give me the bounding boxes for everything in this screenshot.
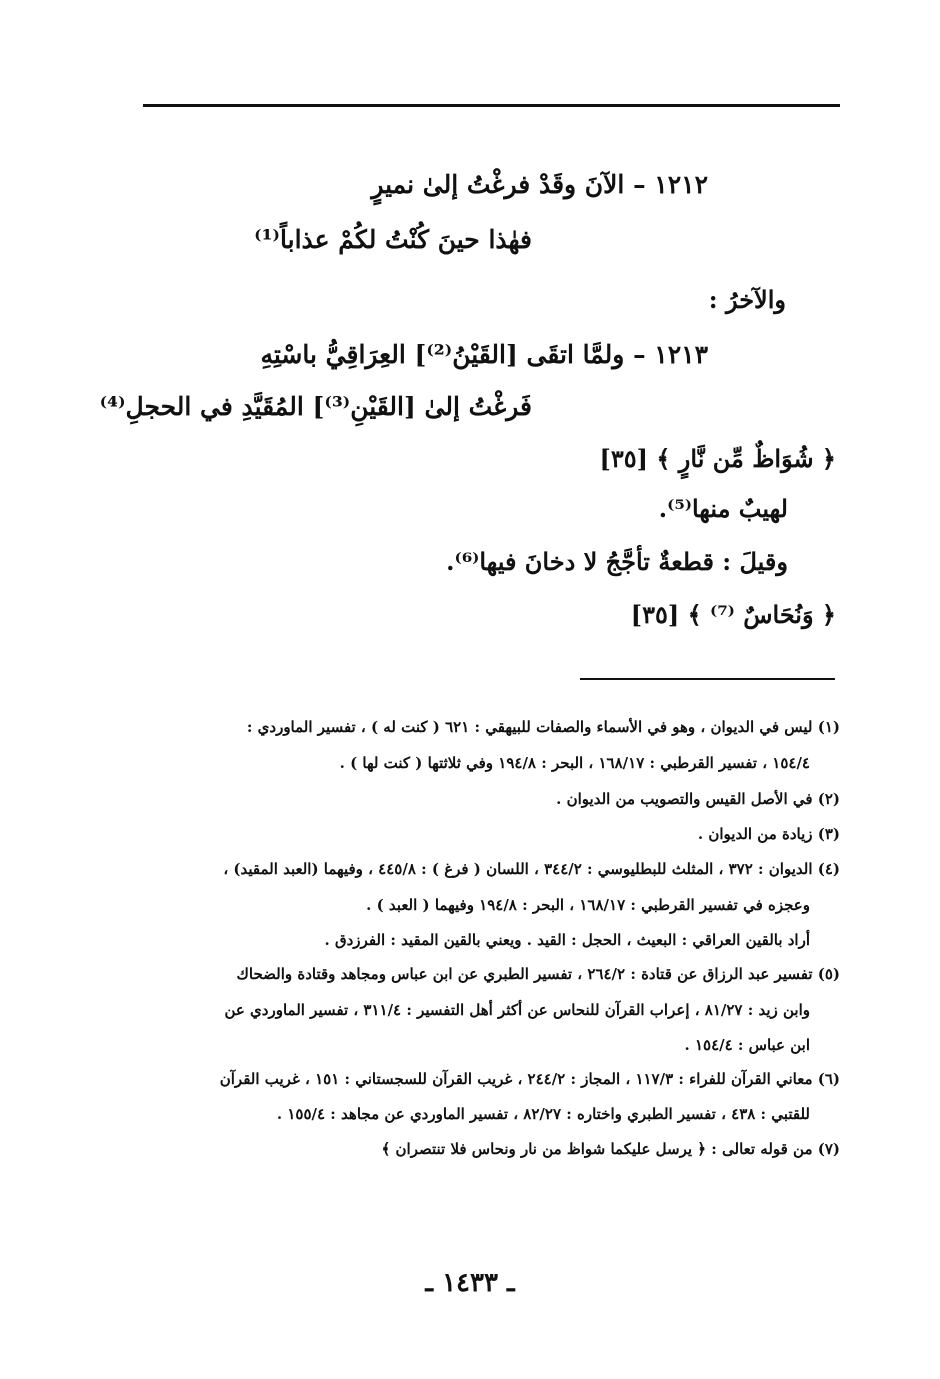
header-rule bbox=[143, 104, 840, 107]
verse-1213-second-hemistich: فَرغْتُ إلىٰ [القَيْنِ⁽³⁾] المُقَيَّدِ في الحجلِ⁽⁴⁾ bbox=[99, 392, 532, 421]
commentary-alternative: وقيلَ : قطعةٌ تأجَّجُ لا دخانَ فيها⁽⁶⁾. bbox=[446, 547, 788, 576]
intro-label: والآخرُ : bbox=[708, 285, 786, 314]
commentary-definition: لهيبٌ منها⁽⁵⁾. bbox=[658, 494, 788, 523]
footnote-2: (٢) في الأصل القيس والتصويب من الديوان . bbox=[556, 790, 840, 808]
footnote-4-line-3: أراد بالقين العراقي : البعيث ، الحجل : القيد . ويعني بالقين المقيد : الفرزدق . bbox=[324, 931, 810, 949]
footnote-5-line-3: ابن عباس : ١٥٤/٤ . bbox=[684, 1036, 810, 1054]
footnote-separator bbox=[580, 678, 835, 680]
verse-1212-first-hemistich: ١٢١٢ – الآنَ وقَدْ فرغْتُ إلىٰ نميرٍ bbox=[371, 170, 708, 199]
page-number: ـ ١٤٣٣ ـ bbox=[425, 1268, 515, 1298]
footnote-5-line-2: وابن زيد : ٨١/٢٧ ، إعراب القرآن للنحاس عن أكثر أهل التفسير : ٣١١/٤ ، تفسير الماوردي عن bbox=[224, 1001, 810, 1019]
verse-1212-second-hemistich: فهٰذا حينَ كُنْتُ لكُمْ عذاباً⁽¹⁾ bbox=[254, 225, 532, 254]
footnote-5-line-1: (٥) تفسير عبد الرزاق عن قتادة : ٢٦٤/٢ ، تفسير الطبري عن ابن عباس ومجاهد وقتادة والضحاك bbox=[236, 965, 840, 983]
quran-term-nuhas: ﴿ وَنُحَاسٌ ⁽⁷⁾ ﴾ [٣٥] bbox=[630, 600, 836, 629]
footnote-1-line-2: ١٥٤/٤ ، تفسير القرطبي : ١٦٨/١٧ ، البحر : ١٩٤/٨ وفي ثلاثتها ( كنت لها ) . bbox=[339, 754, 810, 772]
footnote-6-line-1: (٦) معاني القرآن للفراء : ١١٧/٣ ، المجاز : ٢٤٤/٢ ، غريب القرآن للسجستاني : ١٥١ ، غريب القرآن bbox=[219, 1070, 840, 1088]
footnote-3: (٣) زيادة من الديوان . bbox=[697, 825, 840, 843]
footnote-4-line-2: وعجزه في تفسير القرطبي : ١٦٨/١٧ ، البحر : ١٩٤/٨ وفيهما ( العبد ) . bbox=[366, 896, 810, 914]
footnote-1-line-1: (١) ليس في الديوان ، وهو في الأسماء والصفات للبيهقي : ٦٢١ ( كنت له ) ، تفسير الماوردي : bbox=[246, 718, 840, 736]
verse-1213-first-hemistich: ١٢١٣ – ولمَّا اتقَى [القَيْنُ⁽²⁾] العِرَاقِيُّ باسْتِهِ bbox=[260, 340, 708, 369]
footnote-6-line-2: للقتبي : ٤٣٨ ، تفسير الطبري واختاره : ٨٢/٢٧ ، تفسير الماوردي عن مجاهد : ١٥٥/٤ . bbox=[276, 1105, 810, 1123]
footnote-4-line-1: (٤) الديوان : ٣٧٢ ، المثلث للبطليوسي : ٣٤٤/٢ ، اللسان ( فرغ ) : ٤٤٥/٨ ، وفيهما (العبد المقيد) ، bbox=[223, 860, 840, 878]
footnote-7: (٧) من قوله تعالى : ﴿ يرسل عليكما شواظ من نار ونحاس فلا تنتصران ﴾ bbox=[381, 1140, 840, 1158]
quran-term-shuwaz: ﴿ شُوَاظٌ مِّن نَّارٍ ﴾ [٣٥] bbox=[599, 444, 836, 473]
